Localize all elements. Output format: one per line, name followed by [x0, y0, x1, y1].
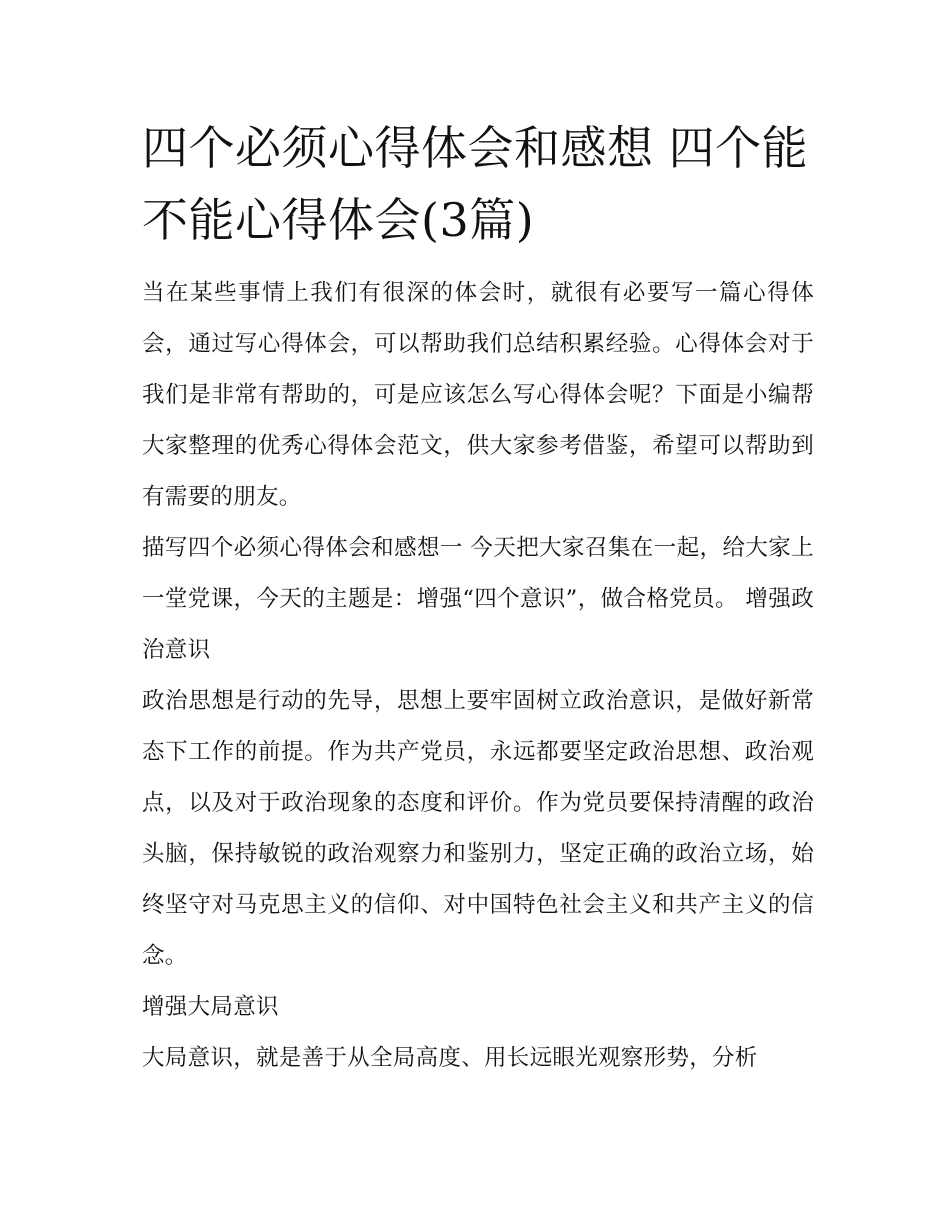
intro-paragraph: 当在某些事情上我们有很深的体会时，就很有必要写一篇心得体会，通过写心得体会，可以帮助我们总结积累经验。心得体会对于我们是非常有帮助的，可是应该怎么写心得体会呢？下面是小编帮大家整理的优秀心得体会范文，供大家参考借鉴，希望可以帮助到有需要的朋友。: [142, 280, 814, 510]
political-awareness-paragraph: 政治思想是行动的先导，思想上要牢固树立政治意识，是做好新常态下工作的前提。作为共产党员，永远都要坚定政治思想、政治观点，以及对于政治现象的态度和评价。作为党员要保持清醒的政治头脑，保持敏锐的政治观察力和鉴别力，坚定正确的政治立场，始终坚守对马克思主义的信仰、对中国特色社会主义和共产主义的信念。: [142, 688, 814, 969]
overall-situation-heading: 增强大局意识: [142, 994, 279, 1020]
document-body: [142, 268, 814, 1084]
document-title: 四个必须心得体会和感想 四个能不能心得体会(3篇): [142, 121, 809, 247]
section-one-opening-paragraph: 描写四个必须心得体会和感想一 今天把大家召集在一起，给大家上一堂党课，今天的主题是：增强“四个意识”，做合格党员。 增强政治意识: [142, 535, 814, 663]
document-page: [142, 112, 814, 1084]
overall-situation-paragraph: 大局意识，就是善于从全局高度、用长远眼光观察形势，分析: [142, 1045, 758, 1071]
